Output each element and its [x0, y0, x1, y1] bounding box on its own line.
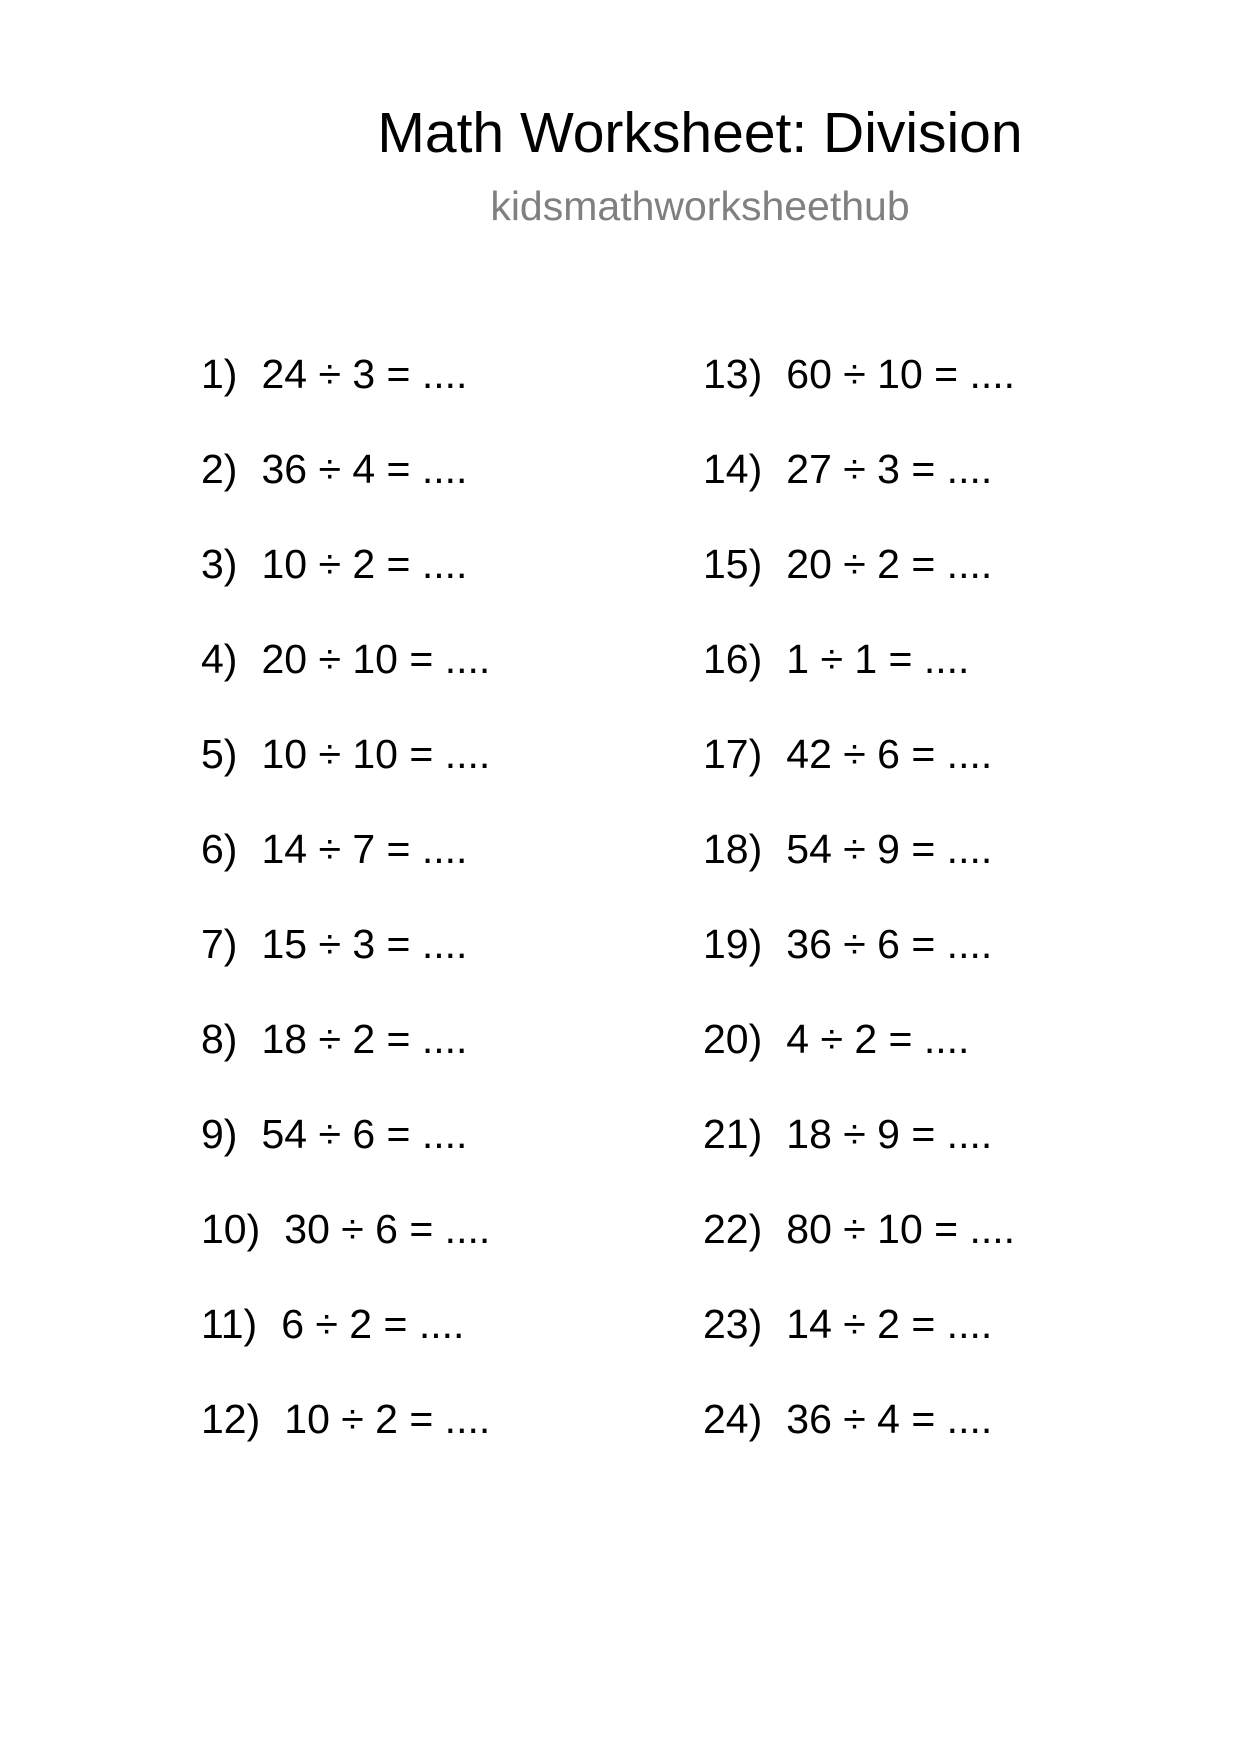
- problem-number: 23): [703, 1301, 763, 1347]
- problem-24: [703, 1394, 1015, 1489]
- problem-number: 2): [201, 446, 238, 492]
- problem-number: 5): [201, 731, 238, 777]
- problem-number: 7): [201, 921, 238, 967]
- problem-expression: 42 ÷ 6 = ....: [786, 731, 993, 777]
- problem-expression: 18 ÷ 2 = ....: [261, 1016, 468, 1062]
- problem-11: [201, 1299, 490, 1394]
- problem-number: 15): [703, 541, 763, 587]
- problem-22: [703, 1204, 1015, 1299]
- problem-number: 11): [201, 1301, 258, 1347]
- problem-expression: 54 ÷ 9 = ....: [786, 826, 993, 872]
- problem-20: [703, 1014, 1015, 1109]
- problem-expression: 30 ÷ 6 = ....: [284, 1206, 491, 1252]
- problem-expression: 10 ÷ 10 = ....: [261, 731, 491, 777]
- problem-column-left: [201, 349, 490, 1489]
- problem-number: 21): [703, 1111, 763, 1157]
- problem-6: [201, 824, 490, 919]
- problem-column-right: [703, 349, 1015, 1489]
- problem-expression: 1 ÷ 1 = ....: [786, 636, 970, 682]
- problem-number: 22): [703, 1206, 763, 1252]
- problem-expression: 4 ÷ 2 = ....: [786, 1016, 970, 1062]
- problem-number: 14): [703, 446, 763, 492]
- problem-number: 16): [703, 636, 763, 682]
- problem-19: [703, 919, 1015, 1014]
- problem-expression: 36 ÷ 4 = ....: [261, 446, 468, 492]
- problem-number: 18): [703, 826, 763, 872]
- problem-expression: 14 ÷ 7 = ....: [261, 826, 468, 872]
- problem-18: [703, 824, 1015, 919]
- problem-23: [703, 1299, 1015, 1394]
- problem-14: [703, 444, 1015, 539]
- problem-expression: 80 ÷ 10 = ....: [786, 1206, 1016, 1252]
- problem-12: [201, 1394, 490, 1489]
- problem-expression: 36 ÷ 4 = ....: [786, 1396, 993, 1442]
- problem-number: 13): [703, 351, 763, 397]
- problem-number: 12): [201, 1396, 261, 1442]
- problem-number: 3): [201, 541, 238, 587]
- problem-number: 24): [703, 1396, 763, 1442]
- problem-number: 4): [201, 636, 238, 682]
- problem-expression: 18 ÷ 9 = ....: [786, 1111, 993, 1157]
- problem-expression: 60 ÷ 10 = ....: [786, 351, 1016, 397]
- problem-expression: 6 ÷ 2 = ....: [281, 1301, 465, 1347]
- problem-21: [703, 1109, 1015, 1204]
- problem-13: [703, 349, 1015, 444]
- problem-16: [703, 634, 1015, 729]
- problem-expression: 36 ÷ 6 = ....: [786, 921, 993, 967]
- problem-8: [201, 1014, 490, 1109]
- problem-7: [201, 919, 490, 1014]
- problem-17: [703, 729, 1015, 824]
- problem-expression: 20 ÷ 10 = ....: [261, 636, 491, 682]
- problem-expression: 14 ÷ 2 = ....: [786, 1301, 993, 1347]
- problem-5: [201, 729, 490, 824]
- problem-9: [201, 1109, 490, 1204]
- problem-expression: 20 ÷ 2 = ....: [786, 541, 993, 587]
- problem-1: [201, 349, 490, 444]
- worksheet-title: Math Worksheet: Division: [377, 101, 1023, 165]
- problem-15: [703, 539, 1015, 634]
- problem-number: 19): [703, 921, 763, 967]
- problem-10: [201, 1204, 490, 1299]
- problem-number: 20): [703, 1016, 763, 1062]
- problem-expression: 27 ÷ 3 = ....: [786, 446, 993, 492]
- problem-expression: 10 ÷ 2 = ....: [261, 541, 468, 587]
- problem-number: 10): [201, 1206, 261, 1252]
- problem-number: 8): [201, 1016, 238, 1062]
- problem-number: 6): [201, 826, 238, 872]
- problem-4: [201, 634, 490, 729]
- problem-number: 1): [201, 351, 238, 397]
- problem-expression: 10 ÷ 2 = ....: [284, 1396, 491, 1442]
- problem-number: 17): [703, 731, 763, 777]
- problem-expression: 15 ÷ 3 = ....: [261, 921, 468, 967]
- problem-3: [201, 539, 490, 634]
- problem-expression: 54 ÷ 6 = ....: [261, 1111, 468, 1157]
- problem-2: [201, 444, 490, 539]
- problem-number: 9): [201, 1111, 238, 1157]
- problem-expression: 24 ÷ 3 = ....: [261, 351, 468, 397]
- worksheet-subtitle: kidsmathworksheethub: [490, 183, 910, 229]
